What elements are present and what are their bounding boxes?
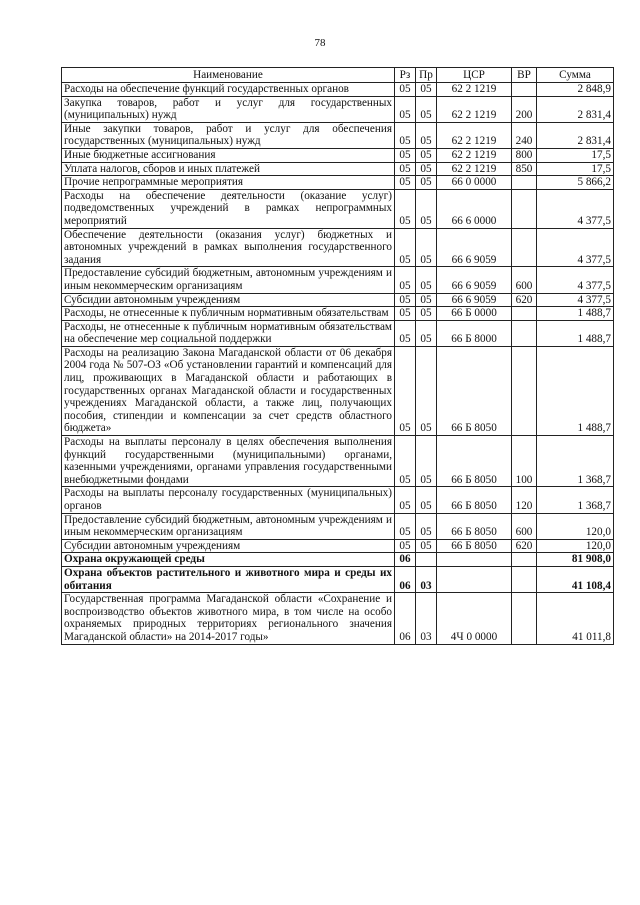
cell-rz: 06	[395, 553, 416, 567]
cell-csr: 66 Б 8050	[437, 539, 512, 553]
cell-sum: 2 831,4	[537, 96, 614, 122]
cell-pr: 05	[416, 487, 437, 513]
cell-pr: 05	[416, 267, 437, 293]
cell-name: Уплата налогов, сборов и иных платежей	[62, 162, 395, 176]
cell-name: Обеспечение деятельности (оказания услуг) бюджетных и автономных учреждений в рамках выполнения государственного задания	[62, 228, 395, 267]
cell-pr: 05	[416, 96, 437, 122]
table-row	[62, 539, 614, 553]
table-row	[62, 346, 614, 435]
page-number: 78	[314, 37, 326, 49]
table-row	[62, 436, 614, 487]
cell-csr: 66 Б 8050	[437, 513, 512, 539]
cell-csr: 66 Б 8050	[437, 346, 512, 435]
cell-vr	[512, 593, 537, 644]
cell-vr: 620	[512, 293, 537, 307]
cell-rz: 05	[395, 293, 416, 307]
cell-csr	[437, 566, 512, 592]
cell-name: Закупка товаров, работ и услуг для государственных (муниципальных) нужд	[62, 96, 395, 122]
cell-vr	[512, 307, 537, 321]
cell-vr: 100	[512, 436, 537, 487]
cell-vr	[512, 346, 537, 435]
cell-sum: 4 377,5	[537, 293, 614, 307]
cell-csr: 62 2 1219	[437, 162, 512, 176]
cell-sum: 1 488,7	[537, 346, 614, 435]
cell-name: Предоставление субсидий бюджетным, автономным учреждениям и иным некоммерческим организациям	[62, 267, 395, 293]
cell-sum: 4 377,5	[537, 189, 614, 228]
cell-sum: 1 368,7	[537, 436, 614, 487]
cell-rz: 05	[395, 307, 416, 321]
cell-vr: 600	[512, 267, 537, 293]
cell-pr: 05	[416, 162, 437, 176]
cell-vr	[512, 320, 537, 346]
cell-pr: 05	[416, 122, 437, 148]
cell-csr: 62 2 1219	[437, 122, 512, 148]
header-vr: ВР	[512, 68, 537, 83]
cell-vr	[512, 189, 537, 228]
cell-rz: 05	[395, 228, 416, 267]
table-row	[62, 189, 614, 228]
cell-name: Расходы на реализацию Закона Магаданской области от 06 декабря 2004 года № 507-ОЗ «Об установлении гарантий и компенсаций для лиц, проживающих в Магаданской области и работающих в государственных органах Магаданской области и государственных учреждениях Магаданской области, а также лиц, получающих пособия, стипендии и компенсации за счет средств областного бюджета»	[62, 346, 395, 435]
cell-vr	[512, 566, 537, 592]
cell-sum: 5 866,2	[537, 176, 614, 190]
cell-name: Расходы на обеспечение деятельности (оказание услуг) подведомственных учреждений в рамках непрограммных мероприятий	[62, 189, 395, 228]
cell-name: Расходы на обеспечение функций государственных органов	[62, 83, 395, 97]
cell-sum: 120,0	[537, 513, 614, 539]
cell-vr: 240	[512, 122, 537, 148]
table-row	[62, 487, 614, 513]
cell-pr: 05	[416, 189, 437, 228]
cell-csr: 62 2 1219	[437, 96, 512, 122]
cell-csr: 66 6 9059	[437, 293, 512, 307]
table-row	[62, 293, 614, 307]
cell-csr: 66 0 0000	[437, 176, 512, 190]
header-rz: Рз	[395, 68, 416, 83]
cell-rz: 05	[395, 436, 416, 487]
cell-name: Расходы на выплаты персоналу в целях обеспечения выполнения функций государственными (муниципальными) органами, казенными учреждениями, органами управления государственными внебюджетными фондами	[62, 436, 395, 487]
cell-name: Иные закупки товаров, работ и услуг для обеспечения государственных (муниципальных) нужд	[62, 122, 395, 148]
cell-vr	[512, 176, 537, 190]
table-row	[62, 267, 614, 293]
cell-pr	[416, 553, 437, 567]
cell-pr: 05	[416, 346, 437, 435]
cell-pr: 05	[416, 539, 437, 553]
cell-csr: 66 Б 8050	[437, 436, 512, 487]
cell-sum: 4 377,5	[537, 228, 614, 267]
cell-pr: 03	[416, 566, 437, 592]
cell-pr: 05	[416, 148, 437, 162]
cell-rz: 05	[395, 513, 416, 539]
table-row	[62, 83, 614, 97]
cell-pr: 05	[416, 513, 437, 539]
cell-sum: 17,5	[537, 148, 614, 162]
cell-pr: 05	[416, 228, 437, 267]
cell-vr: 620	[512, 539, 537, 553]
cell-rz: 05	[395, 189, 416, 228]
cell-vr: 850	[512, 162, 537, 176]
cell-rz: 05	[395, 346, 416, 435]
table-row	[62, 122, 614, 148]
cell-rz: 06	[395, 593, 416, 644]
cell-pr: 05	[416, 436, 437, 487]
table-row	[62, 593, 614, 644]
cell-name: Иные бюджетные ассигнования	[62, 148, 395, 162]
cell-sum: 41 108,4	[537, 566, 614, 592]
cell-csr: 66 6 0000	[437, 189, 512, 228]
cell-name: Прочие непрограммные мероприятия	[62, 176, 395, 190]
cell-name: Расходы, не отнесенные к публичным нормативным обязательствам на обеспечение мер социальной поддержки	[62, 320, 395, 346]
cell-rz: 05	[395, 539, 416, 553]
table-row	[62, 148, 614, 162]
cell-rz: 05	[395, 162, 416, 176]
cell-rz: 05	[395, 96, 416, 122]
cell-csr: 62 2 1219	[437, 83, 512, 97]
cell-name: Субсидии автономным учреждениям	[62, 293, 395, 307]
cell-csr: 4Ч 0 0000	[437, 593, 512, 644]
header-name: Наименование	[62, 68, 395, 83]
cell-rz: 05	[395, 487, 416, 513]
cell-sum: 4 377,5	[537, 267, 614, 293]
cell-sum: 17,5	[537, 162, 614, 176]
cell-csr: 66 6 9059	[437, 228, 512, 267]
header-csr: ЦСР	[437, 68, 512, 83]
cell-csr: 66 Б 0000	[437, 307, 512, 321]
table-row	[62, 553, 614, 567]
cell-csr: 66 6 9059	[437, 267, 512, 293]
cell-rz: 05	[395, 320, 416, 346]
header-pr: Пр	[416, 68, 437, 83]
cell-rz: 06	[395, 566, 416, 592]
cell-name: Расходы на выплаты персоналу государственных (муниципальных) органов	[62, 487, 395, 513]
cell-rz: 05	[395, 83, 416, 97]
cell-sum: 1 488,7	[537, 307, 614, 321]
cell-rz: 05	[395, 122, 416, 148]
cell-vr: 800	[512, 148, 537, 162]
cell-pr: 05	[416, 176, 437, 190]
table-row	[62, 162, 614, 176]
cell-name: Охрана окружающей среды	[62, 553, 395, 567]
cell-csr: 66 Б 8050	[437, 487, 512, 513]
table-row	[62, 96, 614, 122]
cell-name: Охрана объектов растительного и животного мира и среды их обитания	[62, 566, 395, 592]
cell-sum: 41 011,8	[537, 593, 614, 644]
cell-name: Предоставление субсидий бюджетным, автономным учреждениям и иным некоммерческим организациям	[62, 513, 395, 539]
cell-sum: 1 368,7	[537, 487, 614, 513]
cell-pr: 05	[416, 293, 437, 307]
cell-vr: 200	[512, 96, 537, 122]
cell-sum: 2 831,4	[537, 122, 614, 148]
cell-pr: 05	[416, 320, 437, 346]
cell-name: Субсидии автономным учреждениям	[62, 539, 395, 553]
cell-sum: 81 908,0	[537, 553, 614, 567]
cell-sum: 1 488,7	[537, 320, 614, 346]
cell-name: Расходы, не отнесенные к публичным нормативным обязательствам	[62, 307, 395, 321]
table-row	[62, 228, 614, 267]
cell-vr	[512, 228, 537, 267]
table-row	[62, 307, 614, 321]
cell-pr: 05	[416, 307, 437, 321]
cell-rz: 05	[395, 176, 416, 190]
cell-vr: 120	[512, 487, 537, 513]
table-row	[62, 176, 614, 190]
cell-csr: 66 Б 8000	[437, 320, 512, 346]
cell-rz: 05	[395, 148, 416, 162]
table-header-row	[62, 68, 614, 83]
budget-table	[61, 67, 614, 645]
table-row	[62, 513, 614, 539]
cell-vr	[512, 553, 537, 567]
cell-pr: 05	[416, 83, 437, 97]
cell-vr	[512, 83, 537, 97]
cell-sum: 120,0	[537, 539, 614, 553]
cell-rz: 05	[395, 267, 416, 293]
table-row	[62, 320, 614, 346]
table-row	[62, 566, 614, 592]
header-sum: Сумма	[537, 68, 614, 83]
cell-csr	[437, 553, 512, 567]
cell-sum: 2 848,9	[537, 83, 614, 97]
cell-csr: 62 2 1219	[437, 148, 512, 162]
cell-pr: 03	[416, 593, 437, 644]
cell-vr: 600	[512, 513, 537, 539]
cell-name: Государственная программа Магаданской области «Сохранение и воспроизводство объектов животного мира, в том числе на особо охраняемых природных территориях регионального значения Магаданской области» на 2014-2017 годы»	[62, 593, 395, 644]
